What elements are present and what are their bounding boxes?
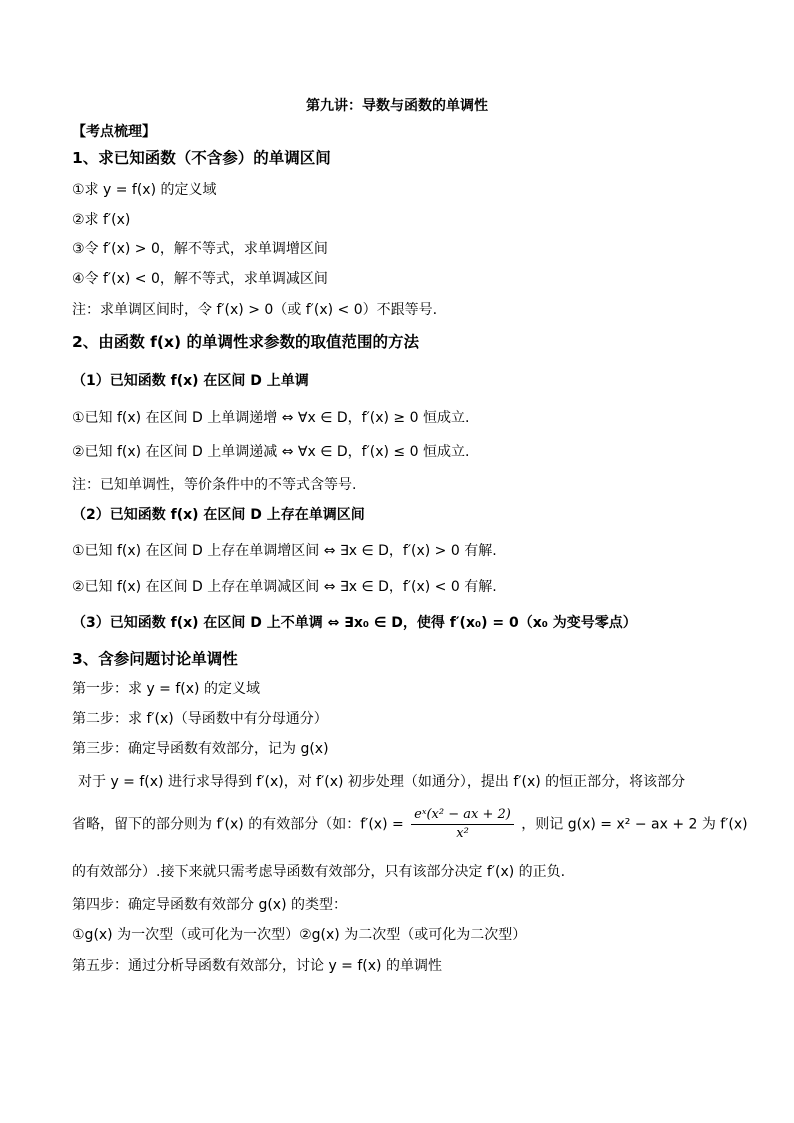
fraction-denominator: x² [456,826,469,841]
s2-sub-heading-3: （3）已知函数 f(x) 在区间 D 上不单调 ⇔ ∃x₀ ∈ D，使得 f′(x₀) = 0（x₀ 为变号零点） [72,615,637,631]
s2-sub-heading-2: （2）已知函数 f(x) 在区间 D 上存在单调区间 [72,507,365,523]
s3-paragraph-line-1: 对于 y = f(x) 进行求导得到 f′(x)，对 f′(x) 初步处理（如通分），提出 f′(x) 的恒正部分，将该部分 [78,774,686,790]
section-1-heading: 1、求已知函数（不含参）的单调区间 [72,149,331,167]
s1-step-3: ③令 f′(x) > 0，解不等式，求单调增区间 [72,241,328,257]
s3-paragraph-line-2-pre: 省略，留下的部分则为 f′(x) 的有效部分（如：f′(x) = [72,816,404,833]
section-2-heading: 2、由函数 f(x) 的单调性求参数的取值范围的方法 [72,333,419,351]
s2-item-decreasing: ②已知 f(x) 在区间 D 上单调递减 ⇔ ∀x ∈ D，f′(x) ≤ 0 恒成立. [72,444,470,460]
s2-item-increasing: ①已知 f(x) 在区间 D 上单调递增 ⇔ ∀x ∈ D，f′(x) ≥ 0 恒成立. [72,410,470,426]
section-3-heading: 3、含参问题讨论单调性 [72,650,238,668]
section-tag: 【考点梳理】 [72,124,156,140]
s2-item-exists-decreasing: ②已知 f(x) 在区间 D 上存在单调减区间 ⇔ ∃x ∈ D，f′(x) < 0 有解. [72,579,497,595]
s3-step-4-types: ①g(x) 为一次型（或可化为一次型）②g(x) 为二次型（或可化为二次型） [72,927,527,943]
s3-paragraph-line-3: 的有效部分）.接下来就只需考虑导函数有效部分，只有该部分决定 f′(x) 的正负. [72,864,566,880]
s3-step-2: 第二步：求 f′(x)（导函数中有分母通分） [72,711,328,727]
s1-step-1: ①求 y = f(x) 的定义域 [72,182,217,198]
fraction-numerator: eˣ(x² − ax + 2) [411,806,514,825]
s3-paragraph-line-2-post: ，则记 g(x) = x² − ax + 2 为 f′(x) [521,816,748,833]
s1-step-4: ④令 f′(x) < 0，解不等式，求单调减区间 [72,271,328,287]
s1-note: 注：求单调区间时，令 f′(x) > 0（或 f′(x) < 0）不跟等号. [72,302,438,318]
s3-step-4: 第四步：确定导函数有效部分 g(x) 的类型： [72,897,347,913]
derivative-fraction [411,806,514,843]
page-title: 第九讲：导数与函数的单调性 [306,98,488,114]
s2-sub-heading-1: （1）已知函数 f(x) 在区间 D 上单调 [72,373,309,389]
s3-step-1: 第一步：求 y = f(x) 的定义域 [72,681,260,697]
s2-note: 注：已知单调性，等价条件中的不等式含等号. [72,477,357,493]
s3-step-5: 第五步：通过分析导函数有效部分，讨论 y = f(x) 的单调性 [72,958,442,974]
s3-paragraph-line-2 [72,806,748,843]
s1-step-2: ②求 f′(x) [72,212,131,228]
s2-item-exists-increasing: ①已知 f(x) 在区间 D 上存在单调增区间 ⇔ ∃x ∈ D，f′(x) > 0 有解. [72,543,497,559]
s3-step-3: 第三步：确定导函数有效部分，记为 g(x) [72,741,329,757]
